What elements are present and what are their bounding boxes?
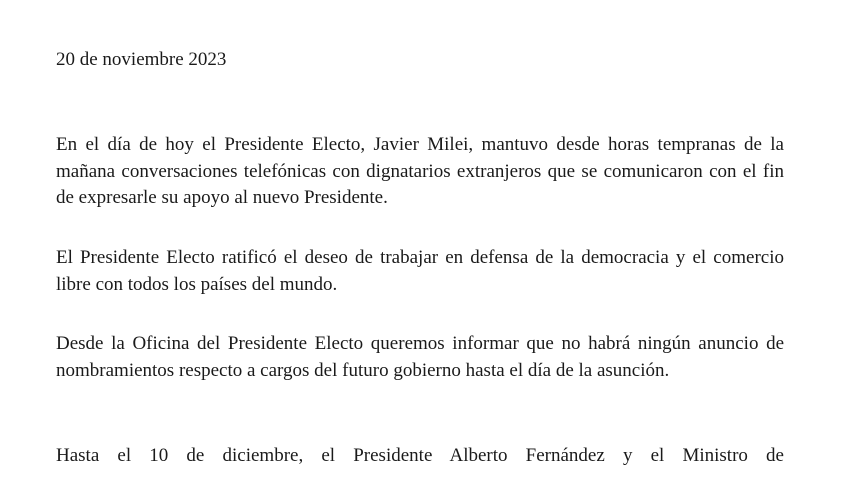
paragraph-foreign-calls: En el día de hoy el Presidente Electo, Javier Milei, mantuvo desde horas tempranas de la mañana conversaciones telefónicas con dignatarios extranjeros que se comunicaron con el fin de expresarle su apoyo al nuevo Presidente. (56, 134, 784, 208)
paragraph-democracy-trade: El Presidente Electo ratificó el deseo de trabajar en defensa de la democracia y el comercio libre con todos los países del mundo. (56, 247, 784, 295)
document-date: 20 de noviembre 2023 (56, 49, 227, 70)
paragraph-transition: Hasta el 10 de diciembre, el Presidente Alberto Fernández y el Ministro de (56, 445, 784, 466)
paragraph-no-appointments: Desde la Oficina del Presidente Electo queremos informar que no habrá ningún anuncio de nombramientos respecto a cargos del futuro gobierno hasta el día de la asunción. (56, 333, 784, 381)
